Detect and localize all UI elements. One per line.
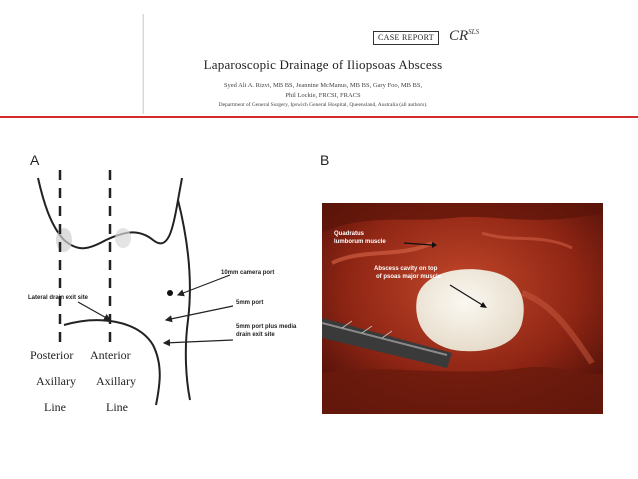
paper-header bbox=[143, 14, 502, 114]
paper-title: Laparoscopic Drainage of Iliopsoas Abscess bbox=[203, 57, 443, 72]
authors-line-1: Syed Ali A. Rizvi, MB BS, Jeannine McManus, MB BS, Gary Foo, MB BS, bbox=[223, 82, 423, 89]
annotation-5mm-port: 5mm port bbox=[236, 300, 264, 306]
annotation-quadratus-1: Quadratus bbox=[334, 231, 365, 237]
anterior-label-2: Axillary bbox=[96, 374, 136, 388]
annotation-abscess-1: Abscess cavity on top bbox=[374, 266, 438, 272]
anterior-label-1: Anterior bbox=[90, 348, 131, 362]
authors-line-2: Phil Lockie, FRCSI, FRACS bbox=[285, 92, 361, 99]
posterior-label-1: Posterior bbox=[30, 348, 74, 362]
figure-b-photo bbox=[322, 203, 603, 414]
panel-label-a: A bbox=[30, 152, 40, 168]
annotation-abscess-2: of psoas major muscle bbox=[376, 274, 442, 280]
annotation-5mm-port-media-1: 5mm port plus media bbox=[236, 324, 297, 330]
annotation-camera-port: 10mm camera port bbox=[221, 270, 275, 276]
panel-label-b: B bbox=[320, 152, 330, 168]
figure-a-diagram bbox=[28, 170, 297, 420]
affiliation: Department of General Surgery, Ipswich General Hospital, Queensland, Australia (all authors). bbox=[218, 102, 428, 108]
annotation-5mm-port-media-2: drain exit site bbox=[236, 332, 275, 338]
annotation-quadratus-2: lumborum muscle bbox=[334, 239, 386, 245]
red-divider bbox=[0, 116, 638, 118]
surgical-photo-illustration bbox=[322, 203, 603, 414]
journal-logo: $CR^{SLS}$ bbox=[449, 28, 480, 44]
case-report-label: CASE REPORT bbox=[373, 31, 439, 45]
posterior-label-2: Axillary bbox=[36, 374, 76, 388]
anterior-label-3: Line bbox=[106, 400, 128, 414]
annotation-lateral-drain: Lateral drain exit site bbox=[28, 295, 89, 301]
posterior-label-3: Line bbox=[44, 400, 66, 414]
